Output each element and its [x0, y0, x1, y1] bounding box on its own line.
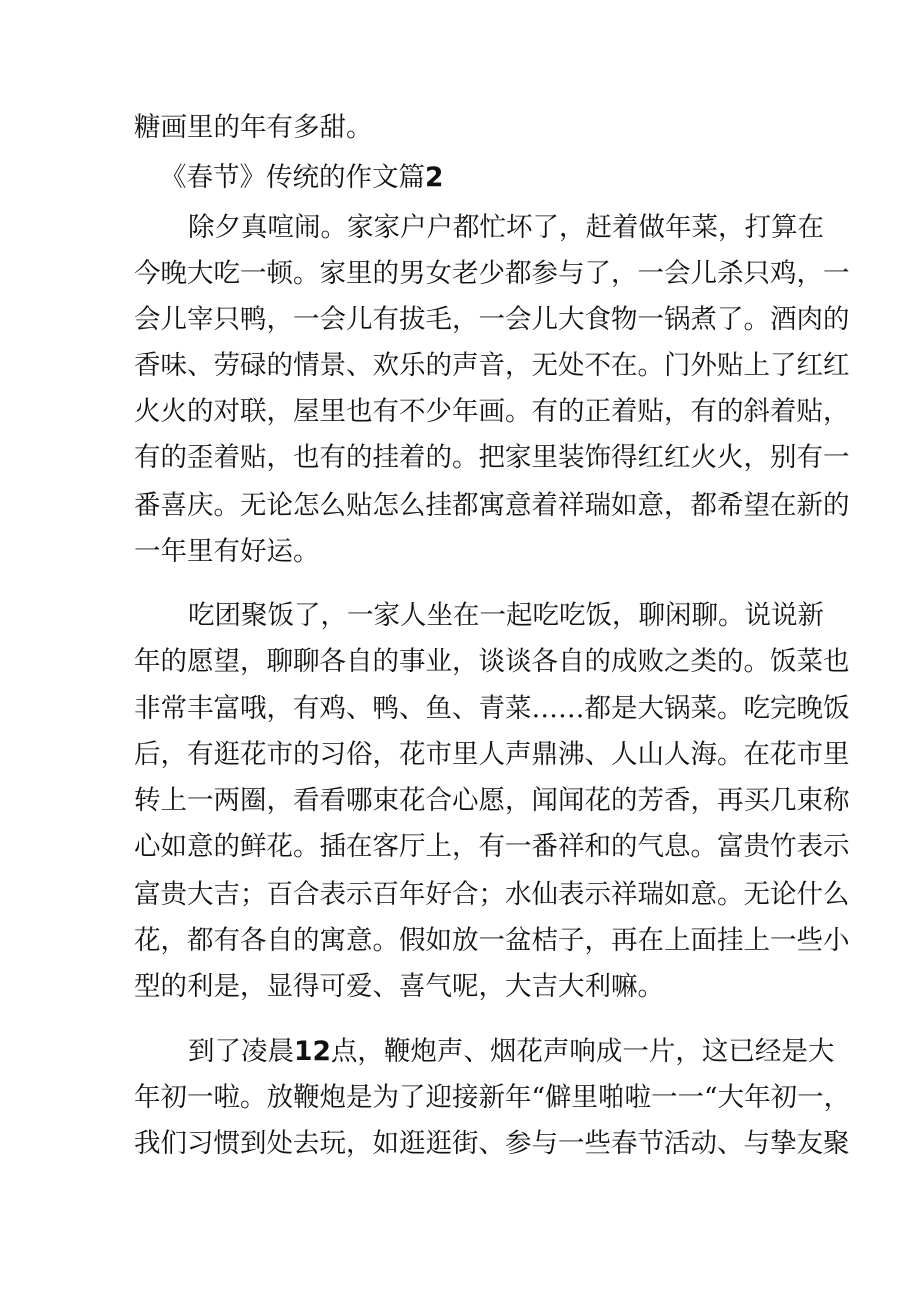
paragraph-1-line: 番喜庆。无论怎么贴怎么挂都寓意着祥瑞如意，都希望在新的 — [134, 490, 850, 521]
paragraph-3-line: 我们习惯到处去玩，如逛逛街、参与一些春节活动、与挚友聚 — [134, 1128, 850, 1159]
paragraph-2-line: 年的愿望，聊聊各自的事业，谈谈各自的成败之类的。饭菜也 — [134, 646, 850, 677]
paragraph-3-first-line — [188, 1037, 848, 1067]
paragraph-3-text: 点，鞭炮声、烟花声响成一片，这已经是大 — [330, 1036, 835, 1067]
paragraph-1-line: 有的歪着贴，也有的挂着的。把家里装饰得红红火火，别有一 — [134, 442, 850, 473]
paragraph-1-line: 一年里有好运。 — [134, 536, 320, 567]
paragraph-1-line: 香味、劳碌的情景、欢乐的声音，无处不在。门外贴上了红红 — [134, 350, 850, 381]
paragraph-3-number: 12 — [294, 1036, 331, 1067]
paragraph-2-line: 型的利是，显得可爱、喜气呢，大吉大利嘛。 — [134, 971, 664, 1002]
paragraph-1-line: 会儿宰只鸭，一会儿有拔毛，一会儿大食物一锅煮了。酒肉的 — [134, 304, 850, 335]
paragraph-2-line: 非常丰富哦，有鸡、鸭、鱼、青菜……都是大锅菜。吃完晚饭 — [134, 693, 850, 724]
paragraph-2-line: 后，有逛花市的习俗，花市里人声鼎沸、人山人海。在花市里 — [134, 739, 850, 770]
heading-number: 2 — [425, 162, 444, 193]
paragraph-1-line: 今晚大吃一顿。家里的男女老少都参与了，一会儿杀只鸡，一 — [134, 258, 850, 289]
paragraph-3-text: 到了凌晨 — [188, 1036, 294, 1067]
section-heading — [160, 163, 820, 193]
paragraph-2-line: 花，都有各自的寓意。假如放一盆桔子，再在上面挂上一些小 — [134, 925, 850, 956]
paragraph-1-line: 除夕真喧闹。家家户户都忙坏了，赶着做年菜，打算在 — [188, 212, 824, 243]
paragraph-1-line: 火火的对联，屋里也有不少年画。有的正着贴，有的斜着贴， — [134, 396, 850, 427]
paragraph-2-line: 心如意的鲜花。插在客厅上，有一番祥和的气息。富贵竹表示 — [134, 831, 850, 862]
paragraph-3-line: 年初一啦。放鞭炮是为了迎接新年“僻里啪啦一一“大年初一， — [134, 1082, 851, 1113]
paragraph-2-line: 转上一两圈，看看哪束花合心愿，闻闻花的芳香，再买几束称 — [134, 785, 850, 816]
lead-line: 糖画里的年有多甜。 — [134, 112, 373, 143]
heading-text: 《春节》传统的作文篇 — [160, 162, 425, 193]
paragraph-2-line: 吃团聚饭了，一家人坐在一起吃吃饭，聊闲聊。说说新 — [188, 600, 824, 631]
paragraph-2-line: 富贵大吉；百合表示百年好合；水仙表示祥瑞如意。无论什么 — [134, 879, 850, 910]
